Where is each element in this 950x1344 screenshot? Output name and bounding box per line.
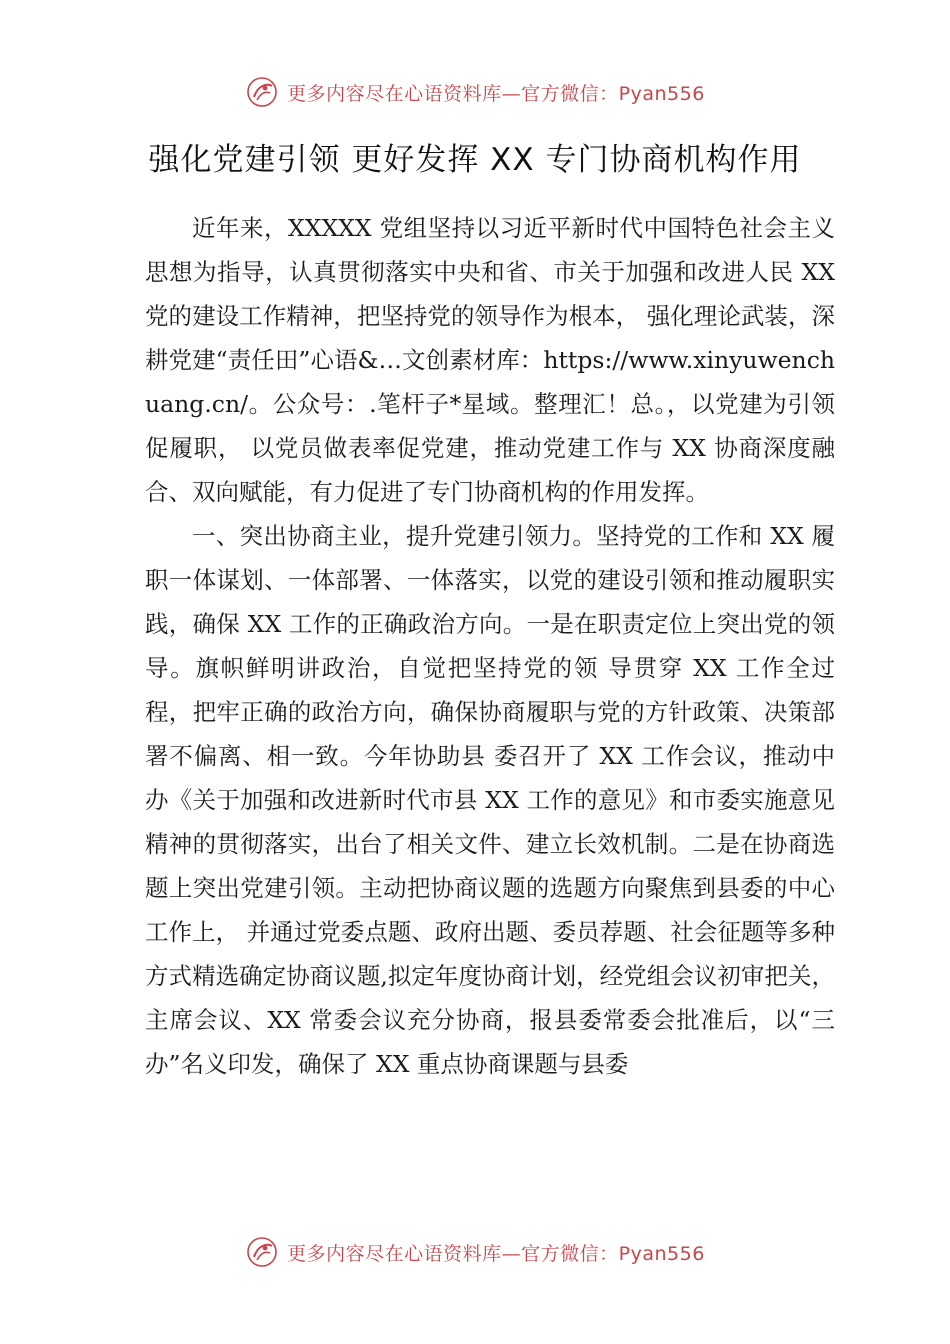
footer-watermark-banner [0,1232,950,1272]
watermark-text [287,1239,705,1266]
wechat-handle: Pyan556 [618,1242,705,1265]
document-title: 强化党建引领 更好发挥 XX 专门协商机构作用 [148,142,802,178]
watermark-label: 更多内容尽在心语资料库—官方微信： [287,1242,619,1265]
document-body [145,206,835,1086]
watermark-label: 更多内容尽在心语资料库—官方微信： [287,82,619,105]
brand-logo-icon [245,1235,279,1269]
watermark-text [287,79,705,106]
brand-logo-icon [245,75,279,109]
wechat-handle: Pyan556 [618,82,705,105]
paragraph: 近年来，XXXXX 党组坚持以习近平新时代中国特色社会主义思想为指导，认真贯彻落实中央和省、市关于加强和改进人民 XX 党的建设工作精神，把坚持党的领导作为根本， 强化理论武装，深耕党建“责任田”心语&…文创素材库：https://www.xinyuwenchuang.cn/。公众号：.笔杆子*星域。整理汇！总。，以党建为引领促履职， 以党员做表率促党建，推动党建工作与 XX 协商深度融合、双向赋能，有力促进了专门协商机构的作用发挥。 [145,214,835,506]
paragraph: 一、突出协商主业，提升党建引领力。坚持党的工作和 XX 履职一体谋划、一体部署、一体落实，以党的建设引领和推动履职实践，确保 XX 工作的正确政治方向。一是在职责定位上突出党的领导。旗帜鲜明讲政治，自觉把坚持党的领 导贯穿 XX 工作全过程，把牢正确的政治方向，确保协商履职与党的方针政策、决策部署不偏离、相一致。今年协助县 委召开了 XX 工作会议，推动中办《关于加强和改进新时代市县 XX 工作的意见》和市委实施意见精神的贯彻落实，出台了相关文件、建立长效机制。二是在协商选题上突出党建引领。主动把协商议题的选题方向聚焦到县委的中心工作上， 并通过党委点题、政府出题、委员荐题、社会征题等多种方式精选确定协商议题,拟定年度协商计划，经党组会议初审把关，主席会议、XX 常委会议充分协商，报县委常委会批准后，以“三办”名义印发，确保了 XX 重点协商课题与县委 [145,522,835,1078]
header-watermark-banner [0,72,950,112]
